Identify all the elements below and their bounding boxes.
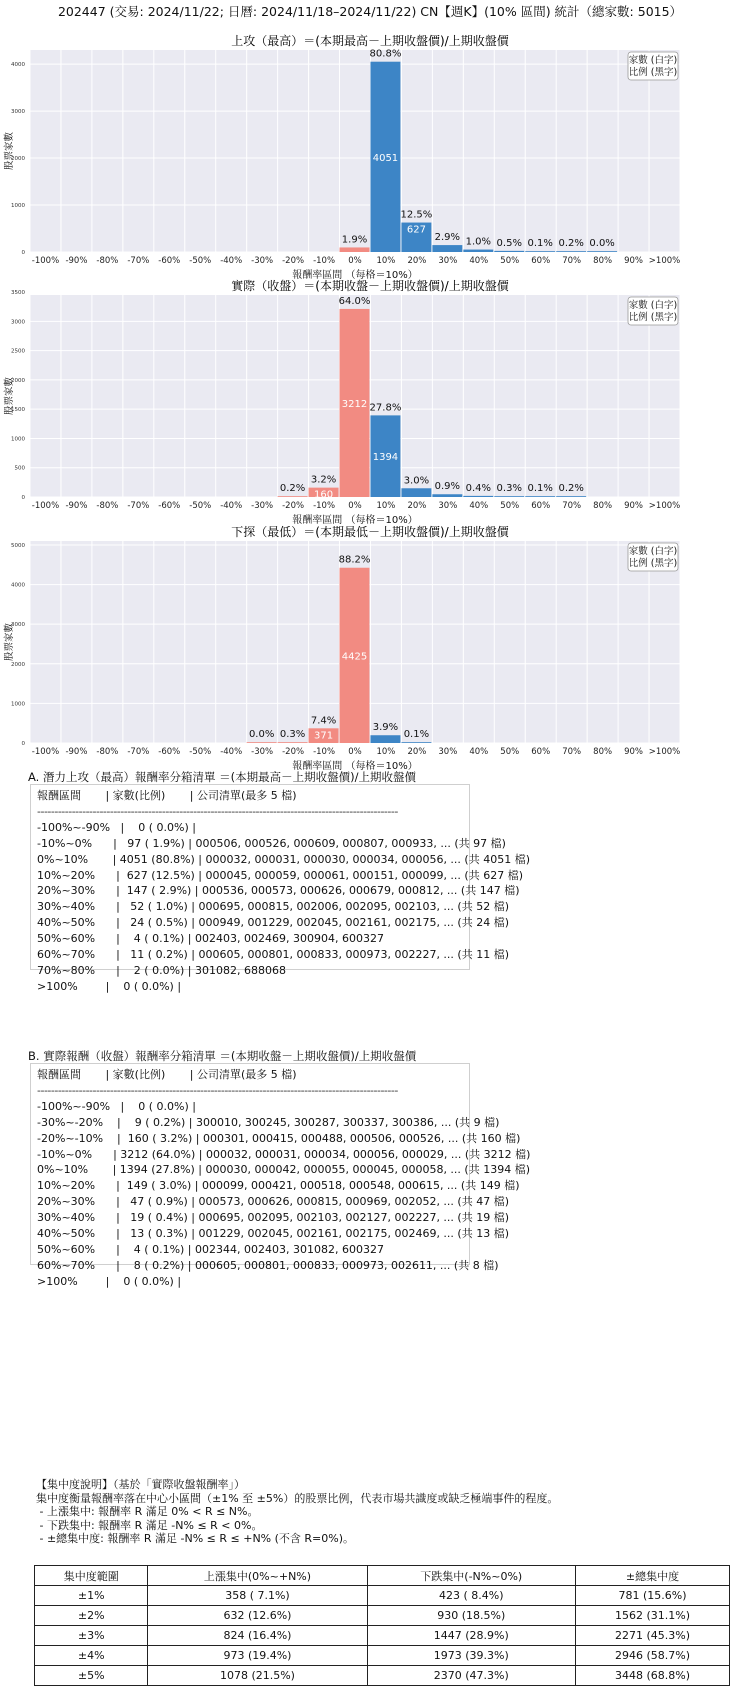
note-line: 集中度衡量報酬率落在中心小區間（±1% 至 ±5%）的股票比例，代表市場共識度或缺乏極端事件的程度。 [36, 1491, 559, 1505]
c0-x-tick-label: 0% [348, 256, 362, 266]
c1-x-tick-label: -80% [96, 501, 119, 511]
c2-y-axis-label: 股票家數 [4, 622, 15, 662]
list-item: 70%~80% | 2 ( 0.0%) | 301082, 688068 [37, 963, 286, 977]
c2-title: 下探（最低）＝(本期最低－上期收盤價)/上期收盤價 [231, 525, 509, 539]
section-b-list [30, 1063, 531, 1288]
table-cell: 824 (16.4%) [148, 1626, 367, 1646]
page-title: 202447 (交易: 2024/11/22; 日曆: 2024/11/18–2024/11/22) CN【週K】(10% 區間) 統計（總家數: 5015） [57, 4, 683, 19]
c0-y-tick-label: 3000 [11, 109, 25, 116]
c0-x-tick-label: -80% [96, 256, 119, 266]
list-item: 0%~10% | 4051 (80.8%) | 000032, 000031, 000030, 000034, 000056, ... (共 4051 檔) [37, 852, 530, 866]
c1-x-tick-label: 60% [531, 501, 551, 511]
list-item: 20%~30% | 47 ( 0.9%) | 000573, 000626, 000815, 000969, 002052, ... (共 47 檔) [37, 1195, 509, 1209]
c0-title: 上攻（最高）＝(本期最高－上期收盤價)/上期收盤價 [231, 34, 509, 48]
c1-bar [525, 496, 555, 497]
list-item: 40%~50% | 24 ( 0.5%) | 000949, 001229, 002045, 002161, 002175, ... (共 24 檔) [37, 916, 509, 930]
c0-y-tick-label: 0 [21, 250, 25, 256]
c0-x-tick-label: -30% [251, 256, 274, 266]
table-row [35, 1626, 730, 1646]
list-item: 50%~60% | 4 ( 0.1%) | 002344, 002403, 301082, 600327 [37, 1242, 384, 1256]
c1-bar-pct-label: 0.2% [558, 483, 584, 495]
chart-low [0, 523, 740, 778]
c1-legend-entry: 家數 (白字) [628, 300, 678, 311]
c1-bar-pct-label: 0.3% [496, 483, 522, 495]
c1-x-tick-label: 50% [500, 501, 520, 511]
list-header: 報酬區間 | 家數(比例) | 公司清單(最多 5 檔) [37, 789, 297, 802]
c0-x-tick-label: 10% [376, 256, 396, 266]
c1-bar-count-label: 1394 [372, 452, 399, 464]
section-b-title: B. 實際報酬（收盤）報酬率分箱清單 ＝(本期收盤－上期收盤價)/上期收盤價 [28, 1049, 417, 1063]
c2-x-tick-label: 90% [624, 747, 644, 757]
c2-x-tick-label: >100% [648, 747, 681, 757]
c0-x-tick-label: -70% [127, 256, 150, 266]
c2-y-tick-label: 0 [21, 741, 25, 747]
table-cell: 358 ( 7.1%) [148, 1586, 367, 1606]
c0-x-tick-label: >100% [648, 256, 681, 266]
c0-bar-pct-label: 0.2% [558, 238, 584, 250]
c1-bar [463, 496, 493, 497]
list-item: 50%~60% | 4 ( 0.1%) | 002403, 002469, 300904, 600327 [37, 932, 384, 946]
c0-bar [587, 251, 617, 252]
c2-y-tick-label: 4000 [11, 582, 25, 589]
c1-bar [401, 488, 431, 497]
c1-y-tick-label: 3500 [11, 290, 25, 297]
list-item: -------------------------------------------------------------------------------------------------------- [37, 1083, 398, 1097]
column-header: 下跌集中(-N%~0%) [367, 1566, 575, 1586]
c2-bar-count-label: 4425 [341, 651, 368, 663]
c1-x-tick-label: -50% [189, 501, 212, 511]
c0-bar-pct-label: 2.9% [434, 232, 461, 244]
c0-bar [494, 251, 524, 252]
c1-y-tick-label: 1000 [11, 436, 25, 443]
c1-y-axis-label: 股票家數 [4, 376, 15, 416]
c0-x-tick-label: -20% [282, 256, 305, 266]
table-cell: 781 (15.6%) [575, 1586, 729, 1606]
c0-x-tick-label: 80% [593, 256, 613, 266]
c1-y-tick-label: 3000 [11, 319, 25, 326]
c0-bar-pct-label: 1.9% [341, 234, 368, 246]
c2-bar-pct-label: 88.2% [338, 554, 371, 566]
c2-y-tick-label: 3000 [11, 622, 25, 629]
c0-x-tick-label: -10% [313, 256, 336, 266]
c1-bar-pct-label: 27.8% [369, 402, 402, 414]
c1-x-tick-label: 80% [593, 501, 613, 511]
c0-x-tick-label: 50% [500, 256, 520, 266]
list-header: 報酬區間 | 家數(比例) | 公司清單(最多 5 檔) [37, 1068, 297, 1081]
c1-title: 實際（收盤）＝(本期收盤－上期收盤價)/上期收盤價 [231, 279, 509, 293]
c0-bar-pct-label: 12.5% [400, 209, 433, 221]
c0-x-tick-label: -50% [189, 256, 212, 266]
c1-x-tick-label: 20% [407, 501, 427, 511]
chart-high [0, 32, 740, 287]
list-item: 20%~30% | 147 ( 2.9%) | 000536, 000573, 000626, 000679, 000812, ... (共 147 檔) [37, 884, 520, 898]
table-cell: ±1% [35, 1586, 148, 1606]
table-cell: 423 ( 8.4%) [367, 1586, 575, 1606]
c1-y-tick-label: 2000 [11, 377, 25, 384]
table-row [35, 1666, 730, 1686]
c1-bar-pct-label: 3.0% [403, 475, 430, 487]
list-item: >100% | 0 ( 0.0%) | [37, 1274, 182, 1288]
c2-bar-count-label: 371 [314, 730, 334, 742]
c2-legend-entry: 比例 (黑字) [628, 558, 678, 569]
c0-bar-pct-label: 0.1% [527, 238, 553, 250]
c1-bar-count-label: 3212 [341, 398, 368, 410]
c0-x-tick-label: -100% [31, 256, 60, 266]
c1-bar [432, 494, 462, 497]
table-row [35, 1606, 730, 1626]
concentration-table [34, 1565, 730, 1686]
c2-x-tick-label: 30% [438, 747, 458, 757]
c1-bar-pct-label: 0.9% [434, 481, 461, 493]
table-cell: 2946 (58.7%) [575, 1646, 729, 1666]
c1-x-tick-label: -90% [65, 501, 88, 511]
c1-x-tick-label: >100% [648, 501, 681, 511]
c2-bar [401, 742, 431, 743]
list-item: -20%~-10% | 160 ( 3.2%) | 000301, 000415, 000488, 000506, 000526, ... (共 160 檔) [37, 1131, 521, 1145]
c0-bar-pct-label: 0.0% [589, 238, 615, 250]
c0-x-tick-label: 20% [407, 256, 427, 266]
c1-bar [556, 496, 586, 497]
c1-bar [278, 496, 308, 497]
table-cell: 2370 (47.3%) [367, 1666, 575, 1686]
c1-x-tick-label: 90% [624, 501, 644, 511]
section-a-list [30, 784, 530, 993]
c2-bar-pct-label: 3.9% [372, 722, 399, 734]
list-item: >100% | 0 ( 0.0%) | [37, 979, 182, 993]
c2-x-tick-label: 40% [469, 747, 489, 757]
c1-x-tick-label: 40% [469, 501, 489, 511]
c0-x-tick-label: 40% [469, 256, 489, 266]
note-line: 【集中度說明】（基於「實際收盤報酬率」） [36, 1478, 245, 1491]
c0-legend-entry: 家數 (白字) [628, 55, 678, 66]
list-item: 10%~20% | 149 ( 3.0%) | 000099, 000421, 000518, 000548, 000615, ... (共 149 檔) [37, 1179, 520, 1193]
c2-bar [247, 742, 277, 743]
note-line: - 上漲集中: 報酬率 R 滿足 0% < R ≤ N%。 [36, 1505, 259, 1519]
list-item: -------------------------------------------------------------------------------------------------------- [37, 804, 398, 818]
c0-x-tick-label: 60% [531, 256, 551, 266]
list-item: 30%~40% | 52 ( 1.0%) | 000695, 000815, 002006, 002095, 002103, ... (共 52 檔) [37, 900, 509, 914]
c0-bar [432, 245, 462, 252]
table-cell: 1078 (21.5%) [148, 1666, 367, 1686]
c2-y-tick-label: 5000 [11, 542, 25, 549]
c1-y-tick-label: 2500 [11, 348, 25, 355]
c1-x-tick-label: -10% [313, 501, 336, 511]
c1-legend-entry: 比例 (黑字) [628, 312, 678, 323]
c0-bar-pct-label: 0.5% [496, 237, 522, 249]
c1-y-tick-label: 1500 [11, 407, 25, 414]
table-cell: 973 (19.4%) [148, 1646, 367, 1666]
list-item: 60%~70% | 11 ( 0.2%) | 000605, 000801, 000833, 000973, 002227, ... (共 11 檔) [37, 948, 509, 962]
table-row [35, 1586, 730, 1606]
note-line: - 下跌集中: 報酬率 R 滿足 -N% ≤ R < 0%。 [36, 1518, 263, 1532]
list-item: 0%~10% | 1394 (27.8%) | 000030, 000042, 000055, 000045, 000058, ... (共 1394 檔) [37, 1163, 530, 1177]
list-item: -10%~0% | 97 ( 1.9%) | 000506, 000526, 000609, 000807, 000933, ... (共 97 檔) [37, 836, 506, 850]
column-header: 上漲集中(0%~+N%) [148, 1566, 367, 1586]
c0-x-tick-label: -40% [220, 256, 243, 266]
c2-bar [278, 742, 308, 743]
list-item: 30%~40% | 19 ( 0.4%) | 000695, 002095, 002103, 002127, 002227, ... (共 19 檔) [37, 1211, 509, 1225]
c1-bar-count-label: 160 [314, 489, 334, 501]
c1-y-tick-label: 0 [21, 495, 25, 501]
c0-y-tick-label: 1000 [11, 203, 25, 210]
list-item: -10%~0% | 3212 (64.0%) | 000032, 000031, 000034, 000056, 000029, ... (共 3212 檔) [37, 1147, 531, 1161]
c0-plot-area [30, 50, 680, 252]
c2-x-tick-label: -90% [65, 747, 88, 757]
c2-x-tick-label: -60% [158, 747, 181, 757]
c0-bar [525, 251, 555, 252]
list-item: -100%~-90% | 0 ( 0.0%) | [37, 1099, 196, 1113]
c2-bar-pct-label: 7.4% [310, 715, 337, 727]
c0-bar-pct-label: 80.8% [369, 48, 402, 60]
c1-bar-pct-label: 0.4% [465, 482, 492, 494]
c0-y-tick-label: 2000 [11, 156, 25, 163]
c2-x-tick-label: -40% [220, 747, 243, 757]
table-cell: ±5% [35, 1666, 148, 1686]
c0-x-tick-label: -90% [65, 256, 88, 266]
c2-x-tick-label: 20% [407, 747, 427, 757]
c2-bar-pct-label: 0.0% [248, 729, 275, 741]
c2-bar-pct-label: 0.3% [279, 729, 306, 741]
c1-bar-pct-label: 0.1% [527, 483, 553, 495]
column-header: 集中度範圍 [35, 1566, 148, 1586]
c2-x-tick-label: 80% [593, 747, 613, 757]
c1-x-tick-label: -100% [31, 501, 60, 511]
c2-x-tick-label: -100% [31, 747, 60, 757]
c0-x-tick-label: 30% [438, 256, 458, 266]
list-item: 40%~50% | 13 ( 0.3%) | 001229, 002045, 002161, 002175, 002469, ... (共 13 檔) [37, 1227, 509, 1241]
table-cell: 632 (12.6%) [148, 1606, 367, 1626]
c0-x-axis-label: 報酬率區間 （每格＝10%） [292, 270, 418, 281]
c0-bar-pct-label: 1.0% [465, 236, 492, 248]
c0-bar-count-label: 627 [406, 224, 426, 236]
table-cell: 2271 (45.3%) [575, 1626, 729, 1646]
c2-x-tick-label: -30% [251, 747, 274, 757]
c1-bar-pct-label: 3.2% [310, 474, 337, 486]
c1-x-tick-label: -30% [251, 501, 274, 511]
note-line: - ±總集中度: 報酬率 R 滿足 -N% ≤ R ≤ +N% (不含 R=0%)。 [36, 1532, 355, 1546]
c1-y-tick-label: 500 [14, 465, 25, 472]
c0-bar-count-label: 4051 [372, 152, 399, 164]
c1-bar-pct-label: 64.0% [338, 295, 371, 307]
c2-x-tick-label: 50% [500, 747, 520, 757]
c1-x-tick-label: 70% [562, 501, 582, 511]
c0-y-axis-label: 股票家數 [4, 131, 15, 171]
c0-bar [556, 251, 586, 252]
c1-bar [494, 496, 524, 497]
c2-x-tick-label: -50% [189, 747, 212, 757]
table-cell: ±2% [35, 1606, 148, 1626]
c0-legend-entry: 比例 (黑字) [628, 67, 678, 78]
c2-x-axis-label: 報酬率區間 （每格＝10%） [292, 761, 418, 772]
chart-close [0, 277, 740, 532]
c1-x-axis-label: 報酬率區間 （每格＝10%） [292, 515, 418, 526]
table-cell: 1973 (39.3%) [367, 1646, 575, 1666]
c0-bar [340, 247, 370, 252]
table-header-row [35, 1566, 730, 1586]
c2-legend-entry: 家數 (白字) [628, 546, 678, 557]
table-cell: ±4% [35, 1646, 148, 1666]
c0-bar [463, 250, 493, 252]
c1-x-tick-label: 30% [438, 501, 458, 511]
table-cell: 3448 (68.8%) [575, 1666, 729, 1686]
c2-x-tick-label: 0% [348, 747, 362, 757]
c2-y-tick-label: 2000 [11, 661, 25, 668]
table-cell: 1447 (28.9%) [367, 1626, 575, 1646]
c0-x-tick-label: -60% [158, 256, 181, 266]
table-row [35, 1646, 730, 1666]
table-cell: 1562 (31.1%) [575, 1606, 729, 1626]
c1-bar-pct-label: 0.2% [279, 483, 306, 495]
c2-x-tick-label: -10% [313, 747, 336, 757]
c2-y-tick-label: 1000 [11, 701, 25, 708]
c2-x-tick-label: -20% [282, 747, 305, 757]
c0-y-tick-label: 4000 [11, 62, 25, 69]
c2-x-tick-label: -80% [96, 747, 119, 757]
concentration-notes [36, 1478, 558, 1546]
c2-bar-pct-label: 0.1% [403, 729, 430, 741]
c1-x-tick-label: 0% [348, 501, 362, 511]
section-a-title: A. 潛力上攻（最高）報酬率分箱清單 ＝(本期最高－上期收盤價)/上期收盤價 [28, 770, 416, 784]
c0-x-tick-label: 90% [624, 256, 644, 266]
c0-x-tick-label: 70% [562, 256, 582, 266]
c2-x-tick-label: -70% [127, 747, 150, 757]
column-header: ±總集中度 [575, 1566, 729, 1586]
c2-bar [370, 735, 400, 743]
c1-x-tick-label: 10% [376, 501, 396, 511]
table-cell: ±3% [35, 1626, 148, 1646]
table-cell: 930 (18.5%) [367, 1606, 575, 1626]
list-item: 60%~70% | 8 ( 0.2%) | 000605, 000801, 000833, 000973, 002611, ... (共 8 檔) [37, 1258, 499, 1272]
list-item: 10%~20% | 627 (12.5%) | 000045, 000059, 000061, 000151, 000099, ... (共 627 檔) [37, 868, 523, 882]
c2-x-tick-label: 10% [376, 747, 396, 757]
c1-x-tick-label: -60% [158, 501, 181, 511]
c1-x-tick-label: -40% [220, 501, 243, 511]
c2-x-tick-label: 70% [562, 747, 582, 757]
list-item: -100%~-90% | 0 ( 0.0%) | [37, 820, 196, 834]
list-item: -30%~-20% | 9 ( 0.2%) | 300010, 300245, 300287, 300337, 300386, ... (共 9 檔) [37, 1115, 500, 1129]
c1-x-tick-label: -70% [127, 501, 150, 511]
c2-x-tick-label: 60% [531, 747, 551, 757]
c1-x-tick-label: -20% [282, 501, 305, 511]
